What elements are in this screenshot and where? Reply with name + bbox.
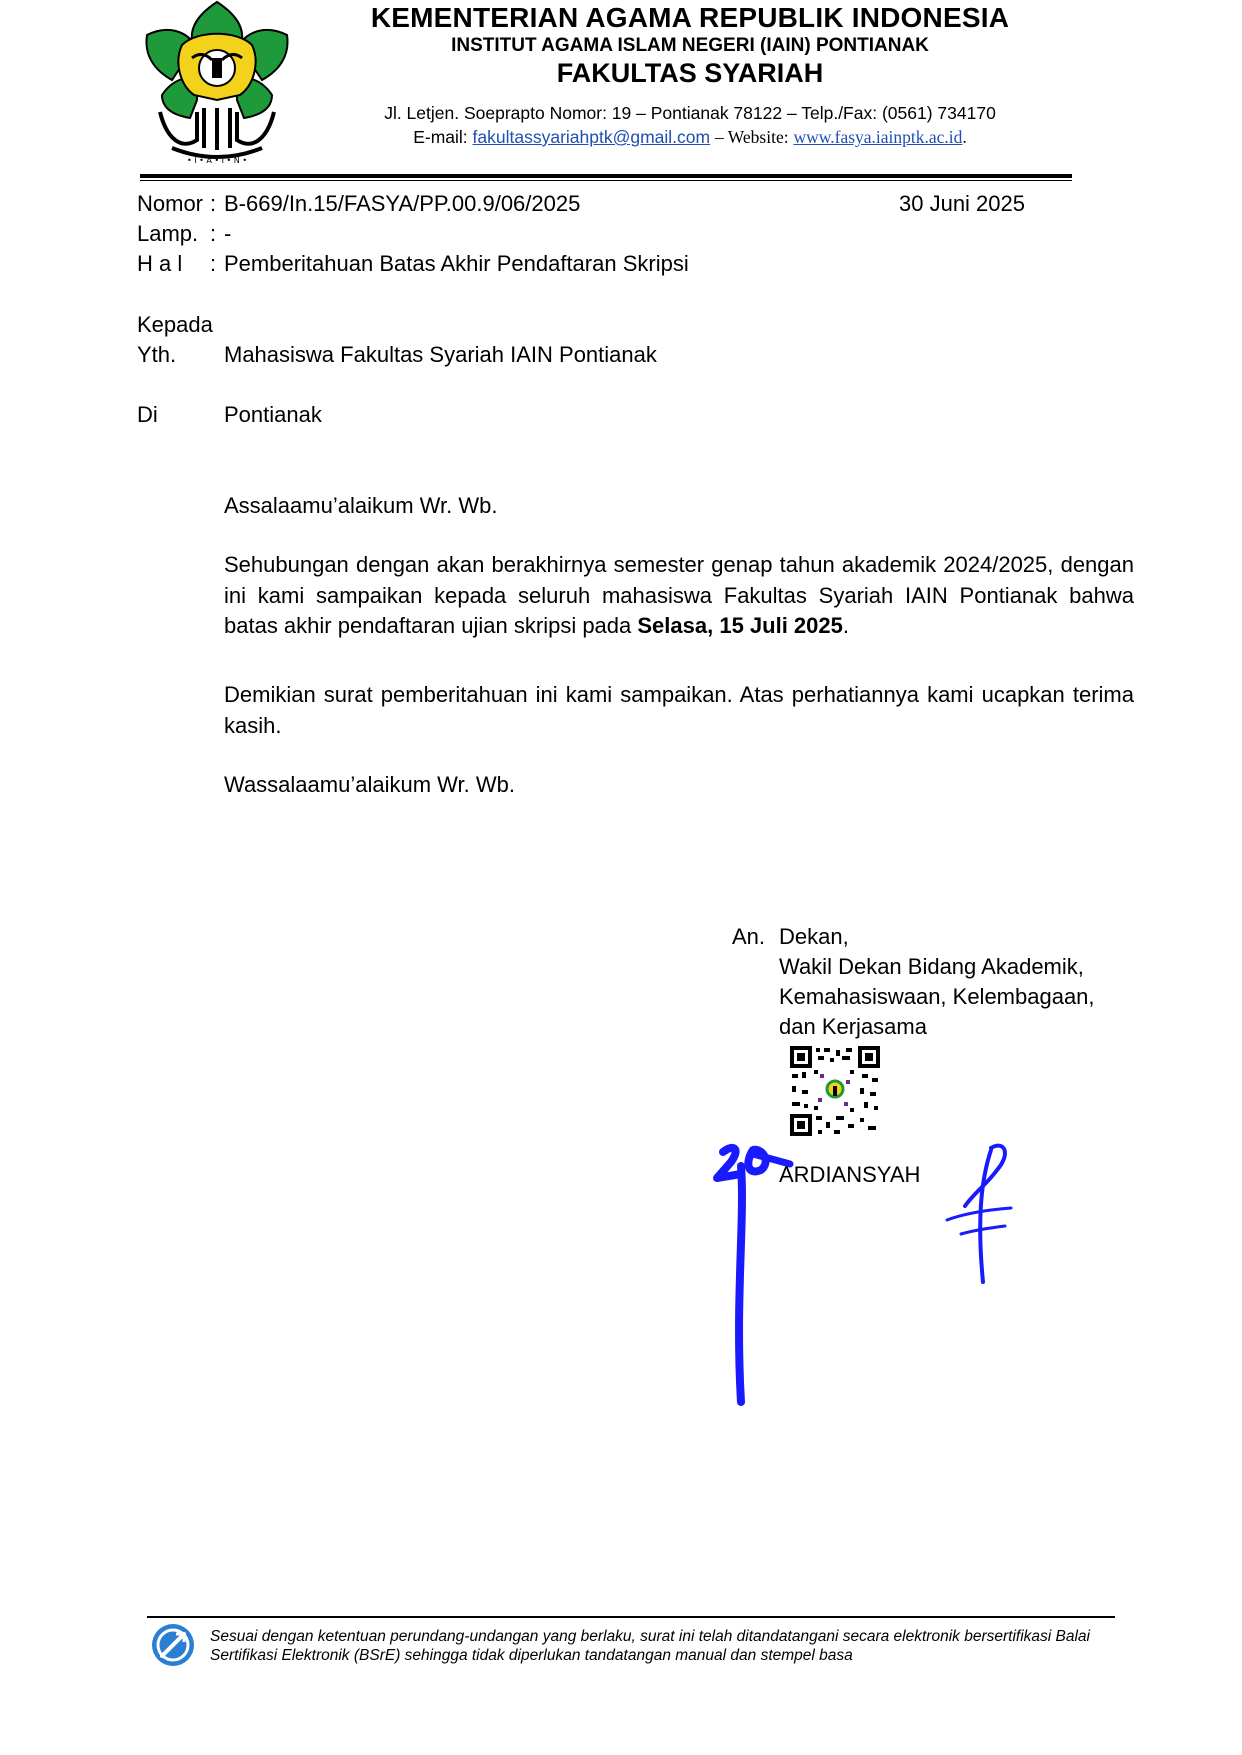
qr-code-icon <box>790 1046 880 1136</box>
website-link[interactable]: www.fasya.iainptk.ac.id <box>793 127 963 147</box>
lamp-colon: : <box>210 221 217 246</box>
paragraph-1-text: Sehubungan dengan akan berakhirnya semester genap tahun akademik 2024/2025, dengan ini kami sampaikan kepada seluruh mahasiswa Fakultas Syariah IAIN Pontianak bahwa batas akhir pendaftaran ujian skripsi pada <box>224 552 1134 638</box>
signer-name: ARDIANSYAH <box>779 1162 921 1187</box>
letter-date: 30 Juni 2025 <box>899 191 1025 216</box>
lamp-label: Lamp. <box>137 221 199 246</box>
di-label: Di <box>137 402 158 427</box>
paragraph-2: Demikian surat pemberitahuan ini kami sampaikan. Atas perhatiannya kami ucapkan terima kasih. <box>224 682 1134 738</box>
header-divider-thin <box>140 180 1072 181</box>
closing-greeting: Wassalaamu’alaikum Wr. Wb. <box>224 772 515 797</box>
nomor-label: Nomor <box>137 191 204 216</box>
footer-disclaimer: Sesuai dengan ketentuan perundang-undangan yang berlaku, surat ini telah ditandatangani secara elektronik bersertifikasi Balai Sertifikasi Elektronik (BSrE) sehingga tidak diperlukan tandatangan manual dan stempel basa <box>210 1628 1090 1664</box>
email-label: E-mail: <box>413 127 468 147</box>
hal-value: Pemberitahuan Batas Akhir Pendaftaran Skripsi <box>224 251 689 276</box>
bsre-logo-icon <box>150 1622 196 1668</box>
faculty-title: FAKULTAS SYARIAH <box>556 58 824 88</box>
footer-divider <box>147 1616 1115 1618</box>
yth-label: Yth. <box>137 342 177 367</box>
paragraph-1 <box>224 550 1134 642</box>
deadline-date: Selasa, 15 Juli 2025 <box>637 613 843 638</box>
signer-title-3: dan Kerjasama <box>779 1014 927 1039</box>
yth-value: Mahasiswa Fakultas Syariah IAIN Pontianak <box>224 342 657 367</box>
iain-logo <box>142 0 292 165</box>
header-divider-thick <box>140 174 1072 178</box>
contact-line <box>330 127 1050 148</box>
hal-label: H a l <box>137 251 183 276</box>
ministry-title: KEMENTERIAN AGAMA REPUBLIK INDONESIA <box>370 2 1010 33</box>
website-period: . <box>962 127 967 147</box>
svg-text:• I • A • I • N •: • I • A • I • N • <box>186 156 248 165</box>
institute-title: INSTITUT AGAMA ISLAM NEGERI (IAIN) PONTIANAK <box>451 35 929 56</box>
website-label: – Website: <box>714 127 789 147</box>
lamp-value: - <box>224 221 232 246</box>
nomor-colon: : <box>210 191 217 216</box>
di-value: Pontianak <box>224 402 322 427</box>
email-link[interactable]: fakultassyariahptk@gmail.com <box>472 127 711 147</box>
paragraph-1-end: . <box>842 613 849 638</box>
hal-colon: : <box>210 251 217 276</box>
nomor-value: B-669/In.15/FASYA/PP.00.9/06/2025 <box>224 191 581 216</box>
kepada-label: Kepada <box>137 312 213 337</box>
greeting: Assalaamu’alaikum Wr. Wb. <box>224 493 498 518</box>
signer-title-1: Wakil Dekan Bidang Akademik, <box>779 954 1084 979</box>
signer-title-2: Kemahasiswaan, Kelembagaan, <box>779 984 1095 1009</box>
dekan-label: Dekan, <box>779 924 849 949</box>
an-label: An. <box>732 924 766 949</box>
address-line: Jl. Letjen. Soeprapto Nomor: 19 – Pontianak 78122 – Telp./Fax: (0561) 734170 <box>384 103 996 123</box>
